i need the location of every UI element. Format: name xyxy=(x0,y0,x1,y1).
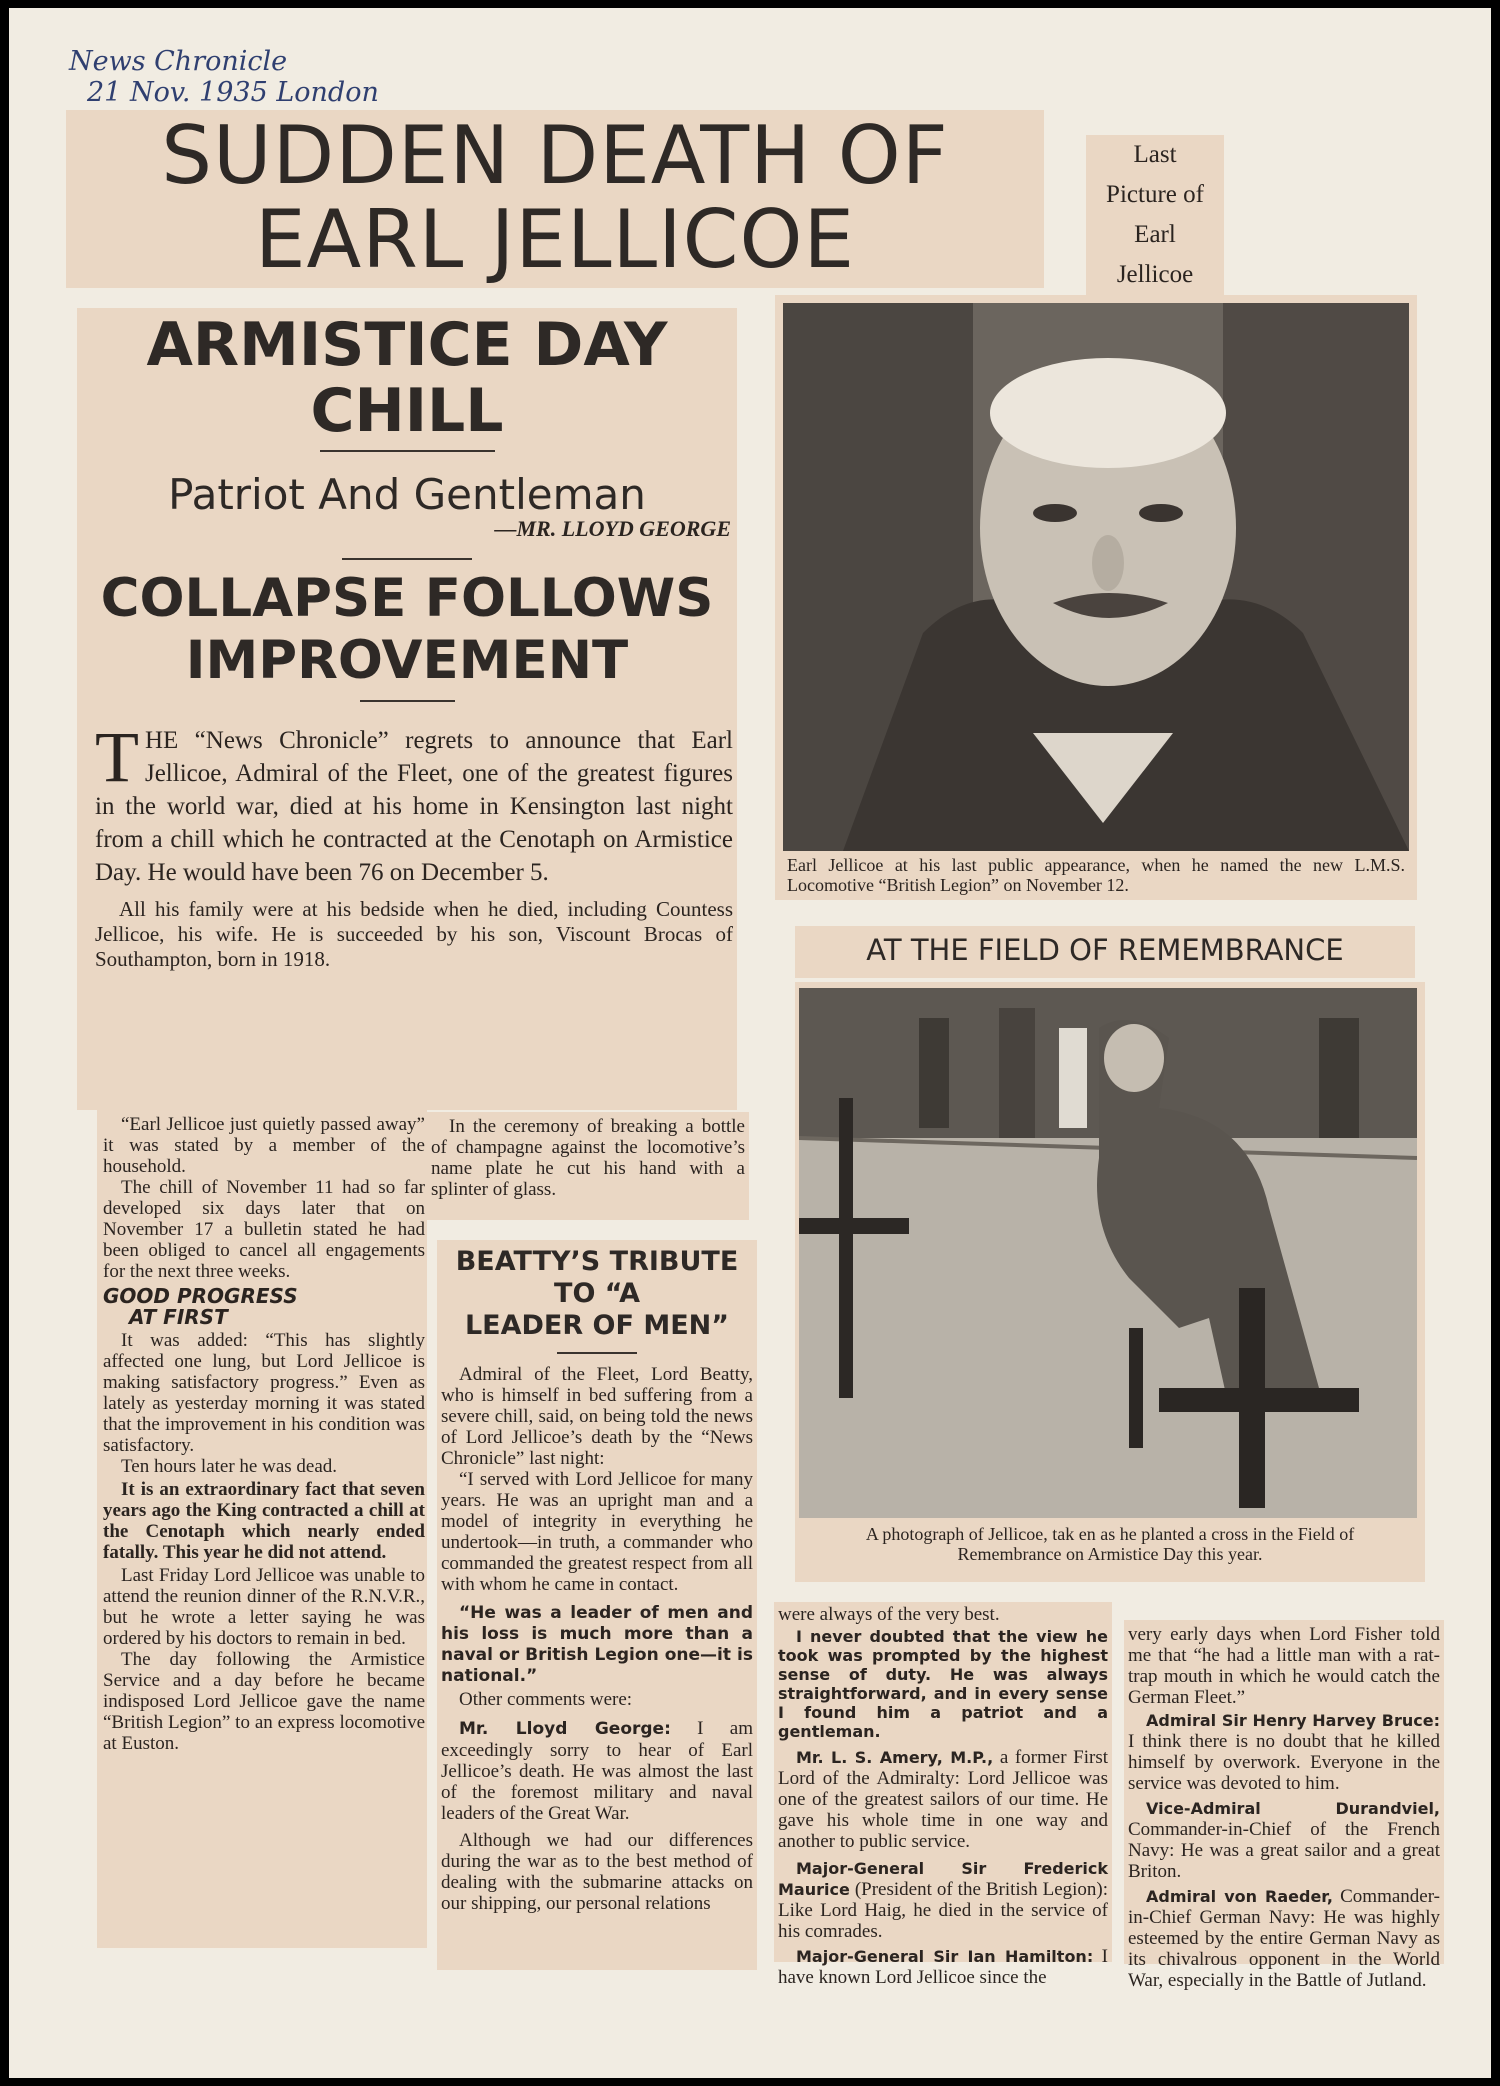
col-d-paragraph: very early days when Lord Fisher told me that “he had a little man with a rat-trap mouth in which he would catch the German Fleet.” xyxy=(1128,1624,1440,1708)
col-a-paragraph: It was added: “This has slightly affected one lung, but Lord Jellicoe is making satisfactory progress.” Even as lately as yesterday morning it was stated that the improvement in his condition was satisfactory. xyxy=(103,1330,425,1456)
picture-label-line-1: Last xyxy=(1133,141,1177,168)
column-c-clipping xyxy=(774,1602,1112,1988)
picture-label-line-3: Earl xyxy=(1134,221,1176,248)
main-headline-2-line-1: COLLAPSE FOLLOWS xyxy=(100,568,714,629)
beatty-tribute-clipping xyxy=(437,1240,757,1970)
beatty-quote: “He was a leader of men and his loss is much more than a naval or British Legion one—it is national.” xyxy=(441,1603,753,1686)
attribution: —MR. LLOYD GEORGE xyxy=(494,516,731,541)
field-heading-clipping xyxy=(795,926,1415,978)
handwritten-line-2: 21 Nov. 1935 London xyxy=(87,77,379,108)
lead-paragraph xyxy=(77,717,737,889)
second-paragraph: All his family were at his bedside when he died, including Countess Jellicoe, his wife. He is succeeded by his son, Viscount Brocas of Southampton, born in 1918. xyxy=(95,897,733,971)
speaker-comment: Commander-in-Chief of the French Navy: He was a great sailor and a great Briton. xyxy=(1128,1819,1440,1882)
handwritten-line-1: News Chronicle xyxy=(69,46,288,77)
col-d-paragraph xyxy=(1128,1798,1440,1882)
col-d-paragraph xyxy=(1128,1886,1440,1991)
speaker-name: Admiral von Raeder, xyxy=(1146,1887,1333,1906)
portrait-photo xyxy=(783,303,1409,851)
divider-rule xyxy=(360,700,455,702)
drop-cap: T xyxy=(95,717,139,797)
col-c-paragraph xyxy=(778,1946,1108,1988)
field-illustration xyxy=(799,988,1417,1518)
col-c-paragraph xyxy=(778,1858,1108,1942)
speaker-comment: I think there is no doubt that he killed himself by overwork. Everyone in the service was devoted to him. xyxy=(1128,1731,1440,1794)
beatty-paragraph: Other comments were: xyxy=(459,1689,633,1710)
field-heading: AT THE FIELD OF REMEMBRANCE xyxy=(866,933,1344,967)
col-a-paragraph: It is an extraordinary fact that seven years ago the King contracted a chill at the Cenotaph which nearly ended fatally. This year he did not attend. xyxy=(103,1479,425,1563)
speaker-name: Major-General Sir Ian Hamilton: xyxy=(796,1947,1094,1966)
speaker-name: Vice-Admiral Durandviel, xyxy=(1146,1799,1440,1818)
beatty-paragraph: “I served with Lord Jellicoe for many years. He was an upright man and a model of integrity in everything he undertook—in truth, a commander who commanded the greatest respect from all with whom he came in contact. xyxy=(441,1469,753,1595)
main-headline-2 xyxy=(77,568,737,692)
column-b-clipping xyxy=(427,1112,749,1220)
portrait-illustration xyxy=(783,303,1409,851)
portrait-caption: Earl Jellicoe at his last public appearance, when he named the new L.M.S. Locomotive “British Legion” on November 12. xyxy=(787,855,1405,895)
col-a-paragraph: The chill of November 11 had so far developed six days later that on November 17 a bulletin stated he had been obliged to cancel all engagements for the next three weeks. xyxy=(103,1177,425,1282)
col-c-quote: I never doubted that the view he took was prompted by the highest sense of duty. He was always straightforward, and in every sense I found him a patriot and a gentleman. xyxy=(778,1627,1108,1741)
speaker-comment: (President of the British Legion): Like Lord Haig, he died in the service of his comrades. xyxy=(778,1879,1109,1942)
scrapbook-page xyxy=(9,8,1491,2078)
column-a-clipping xyxy=(97,1110,427,1948)
beatty-paragraph xyxy=(441,1718,753,1824)
col-a-paragraph: “Earl Jellicoe just quietly passed away” it was stated by a member of the household. xyxy=(103,1114,425,1177)
column-d-clipping xyxy=(1124,1620,1444,1991)
col-a-subheading-line-2: AT FIRST xyxy=(129,1305,228,1329)
divider-rule xyxy=(342,558,472,560)
col-a-subheading xyxy=(103,1286,425,1328)
speaker-name: Admiral Sir Henry Harvey Bruce: xyxy=(1146,1711,1440,1730)
main-story-clipping xyxy=(77,308,737,1110)
col-a-paragraph: Last Friday Lord Jellicoe was unable to attend the reunion dinner of the R.N.V.R., but he wrote a letter saying he was ordered by his doctors to remain in bed. xyxy=(103,1565,425,1649)
main-headline-2-line-2: IMPROVEMENT xyxy=(185,630,629,691)
beatty-paragraph: Although we had our differences during the war as to the best method of dealing with the submarine attacks on our shipping, our personal relations xyxy=(441,1830,753,1914)
speaker-comment: Commander-in-Chief German Navy: He was highly esteemed by the entire German Navy as its chivalrous opponent in the World War, especially in the Battle of Jutland. xyxy=(1128,1886,1440,1991)
picture-label-clipping xyxy=(1086,135,1224,295)
subheadline: Patriot And Gentleman xyxy=(168,470,646,519)
beatty-paragraph: Admiral of the Fleet, Lord Beatty, who is himself in bed suffering from a severe chill, said, on being told the news of Lord Jellicoe’s death by the “News Chronicle” last night: xyxy=(441,1364,753,1469)
field-photo xyxy=(799,988,1417,1518)
headline-line-1: SUDDEN DEATH OF xyxy=(161,109,949,202)
col-a-paragraph: The day following the Armistice Service and a day before he became indisposed Lord Jellicoe gave the name “British Legion” to an express locomotive at Euston. xyxy=(103,1649,425,1754)
speaker-comment: I have known Lord Jellicoe since the xyxy=(778,1946,1108,1988)
lead-text: HE “News Chronicle” regrets to announce that Earl Jellicoe, Admiral of the Fleet, one of the greatest figures in the world war, died at his home in Kensington last night from a chill which he contracted at the Cenotaph on Armistice Day. He would have been 76 on December 5. xyxy=(95,727,733,886)
speaker-comment: a former First Lord of the Admiralty: Lord Jellicoe was one of the greatest sailors of our time. He gave his whole time in one way and another to public service. xyxy=(778,1747,1108,1852)
col-c-paragraph: were always of the very best. xyxy=(778,1604,1000,1625)
beatty-headline-line-1: BEATTY’S TRIBUTE xyxy=(455,1246,739,1277)
handwritten-note xyxy=(69,46,379,108)
col-d-paragraph xyxy=(1128,1710,1440,1794)
main-headline-1-line-1: ARMISTICE DAY xyxy=(146,310,668,380)
portrait-photo-clipping xyxy=(775,295,1417,900)
headline-clipping xyxy=(66,110,1044,288)
col-a-subheading-line-1: GOOD PROGRESS xyxy=(103,1284,298,1308)
main-headline-1 xyxy=(77,312,737,444)
field-caption: A photograph of Jellicoe, tak en as he planted a cross in the Field of Remembrance on Armistice Day this year. xyxy=(865,1524,1355,1564)
picture-label-line-2: Picture of xyxy=(1106,181,1204,208)
speaker-comment: I am exceedingly sorry to hear of Earl Jellicoe’s death. He was almost the last of the foremost military and naval leaders of the Great War. xyxy=(441,1718,753,1824)
col-c-paragraph xyxy=(778,1747,1108,1852)
main-headline-1-line-2: CHILL xyxy=(310,376,504,446)
speaker-name: Mr. L. S. Amery, M.P., xyxy=(796,1748,994,1767)
beatty-headline-line-3: LEADER OF MEN” xyxy=(464,1310,730,1341)
col-b-paragraph: In the ceremony of breaking a bottle of champagne against the locomotive’s name plate he cut his hand with a splinter of glass. xyxy=(431,1116,745,1200)
headline-line-2: EARL JELLICOE xyxy=(254,193,856,286)
col-a-paragraph: Ten hours later he was dead. xyxy=(121,1456,338,1477)
beatty-headline-line-2: TO “A xyxy=(554,1278,640,1309)
speaker-name: Mr. Lloyd George: xyxy=(459,1719,671,1739)
divider-rule xyxy=(320,450,495,452)
speaker-name: Major-General Sir Frederick Maurice xyxy=(778,1859,1108,1899)
picture-label-line-4: Jellicoe xyxy=(1116,261,1194,288)
field-photo-clipping xyxy=(795,982,1425,1582)
beatty-headline xyxy=(437,1246,757,1342)
